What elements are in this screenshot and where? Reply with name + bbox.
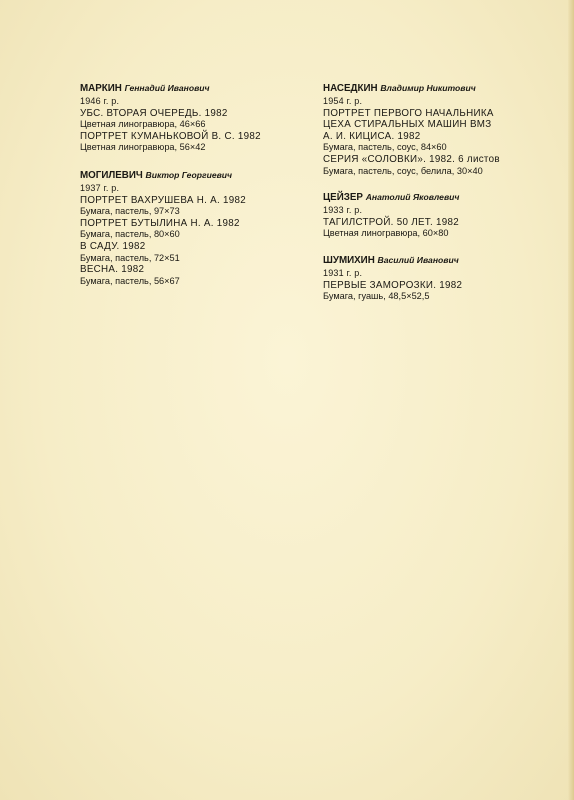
- artist-surname: ШУМИХИН: [323, 254, 375, 266]
- artist-name: [80, 82, 290, 95]
- artist-given-name: Владимир Никитович: [380, 83, 476, 93]
- artist-name: [323, 82, 548, 95]
- artist-birth-year: 1937 г. р.: [80, 182, 120, 193]
- work-title: ПОРТРЕТ БУТЫЛИНА Н. А. 1982: [80, 217, 240, 229]
- artist-name: [323, 191, 548, 204]
- work-technique: Бумага, пастель, 80×60: [80, 229, 180, 240]
- artist-name: [80, 169, 290, 182]
- work-title: ПОРТРЕТ ВАХРУШЕВА Н. А. 1982: [80, 194, 247, 206]
- right-column: [323, 82, 548, 317]
- work-title: ПОРТРЕТ КУМАНЬКОВОЙ В. С. 1982: [80, 130, 261, 142]
- left-column: [80, 82, 290, 302]
- work-technique: Бумага, пастель, 72×51: [80, 252, 180, 263]
- work-technique: Бумага, пастель, соус, 84×60: [323, 142, 447, 153]
- work-title-line: ПОРТРЕТ ПЕРВОГО НАЧАЛЬНИКА: [323, 107, 494, 119]
- work-technique: Бумага, пастель, 56×67: [80, 275, 180, 286]
- work-title: УБС. ВТОРАЯ ОЧЕРЕДЬ. 1982: [80, 107, 228, 119]
- artist-entry-nasedkin: [323, 82, 548, 177]
- artist-given-name: Анатолий Яковлевич: [365, 192, 460, 203]
- artist-given-name: Василий Иванович: [377, 254, 459, 265]
- artist-entry-mogilevich: [80, 169, 290, 287]
- artist-birth-year: 1946 г. р.: [80, 96, 120, 106]
- work-title-line: ТАГИЛСТРОЙ. 50 ЛЕТ. 1982: [323, 216, 460, 228]
- work-technique: Цветная линогравюра, 60×80: [323, 228, 449, 239]
- artist-birth-year: 1933 г. р.: [323, 205, 363, 216]
- artist-given-name: Геннадий Иванович: [124, 83, 210, 93]
- artist-entry-shumikhin: [323, 254, 548, 303]
- artist-birth-year: 1954 г. р.: [323, 96, 363, 106]
- work-technique: Цветная линогравюра, 46×66: [80, 119, 206, 130]
- work-title-line: А. И. КИЦИСА. 1982: [323, 130, 421, 142]
- work-title-line: ЦЕХА СТИРАЛЬНЫХ МАШИН ВМЗ: [323, 119, 492, 131]
- work-title-line: СЕРИЯ «СОЛОВКИ». 1982. 6 листов: [323, 153, 500, 165]
- work-title: ВЕСНА. 1982: [80, 264, 145, 276]
- artist-surname: НАСЕДКИН: [323, 83, 378, 94]
- artist-surname: МАРКИН: [80, 83, 122, 94]
- artist-surname: ЦЕЙЗЕР: [323, 192, 363, 204]
- work-title: В САДУ. 1982: [80, 240, 146, 252]
- artist-birth-year: 1931 г. р.: [323, 267, 363, 278]
- work-technique: Бумага, пастель, 97×73: [80, 206, 180, 217]
- artist-entry-tseyzer: [323, 191, 548, 240]
- work-technique: Бумага, гуашь, 48,5×52,5: [323, 291, 430, 302]
- artist-surname: МОГИЛЕВИЧ: [80, 169, 143, 181]
- work-technique: Бумага, пастель, соус, белила, 30×40: [323, 165, 483, 176]
- work-title-line: ПЕРВЫЕ ЗАМОРОЗКИ. 1982: [323, 279, 463, 291]
- artist-given-name: Виктор Георгиевич: [145, 169, 233, 180]
- page-edge: [568, 0, 574, 800]
- artist-name: [323, 254, 548, 267]
- artist-entry-markin: [80, 82, 290, 154]
- work-technique: Цветная линогравюра, 56×42: [80, 142, 206, 153]
